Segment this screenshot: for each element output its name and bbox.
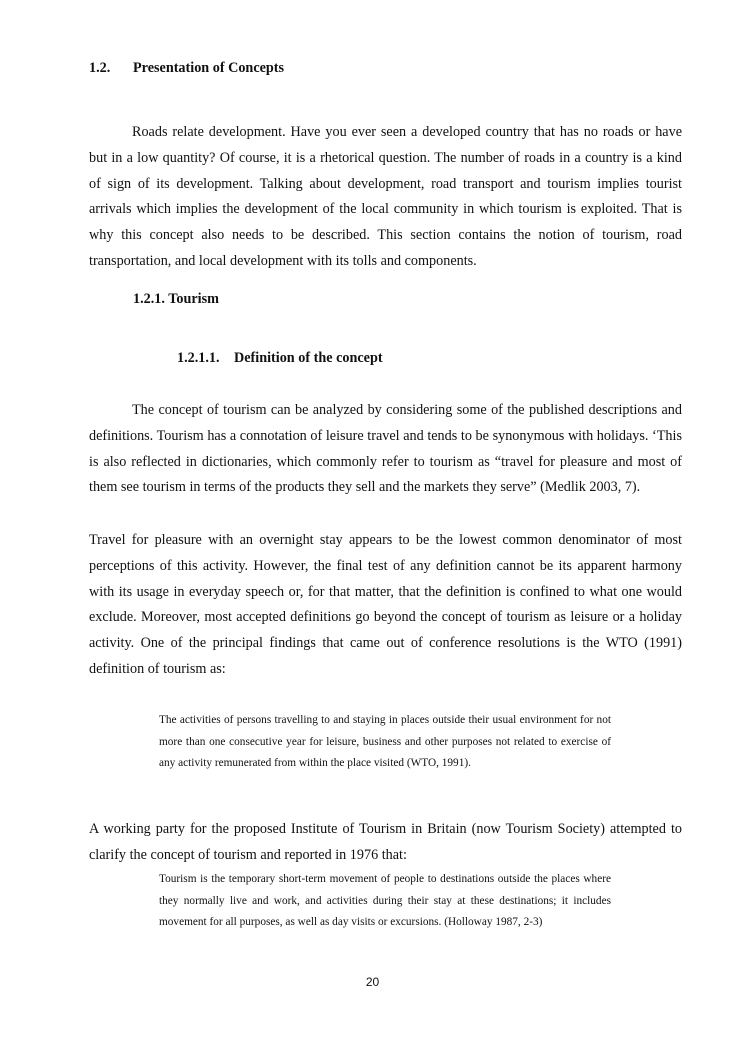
subsubsection-number: 1.2.1.1. [177, 350, 220, 366]
section-heading [89, 60, 284, 77]
section-title: Presentation of Concepts [133, 60, 285, 76]
page-number: 20 [365, 975, 380, 989]
travel-paragraph: Travel for pleasure with an overnight stay appears to be the lowest common denominator of most perceptions of this activity. However, the final test of any definition cannot be its apparent harmony with its usage in everyday speech or, for that matter, that the definition is confined to what one would exclude. Moreover, most accepted definitions go beyond the concept of tourism as leisure or a holiday activity. One of the principal findings that came out of conference resolutions is the WTO (1991) definition of tourism as: [89, 532, 682, 677]
working-party-paragraph: A working party for the proposed Institute of Tourism in Britain (now Tourism Society) attempted to clarify the concept of tourism and reported in 1976 that: [89, 821, 682, 863]
intro-paragraph: Roads relate development. Have you ever seen a developed country that has no roads or have but in a low quantity? Of course, it is a rhetorical question. The number of roads in a country is a kind of sign of its development. Talking about development, road transport and tourism implies tourist arrivals which implies the development of the local community in which tourism is exploited. That is why this concept also needs to be described. This section contains the notion of tourism, road transportation, and local development with its tolls and components. [89, 124, 682, 269]
section-number: 1.2. [89, 60, 111, 76]
wto-quote: The activities of persons travelling to and staying in places outside their usual environment for not more than one consecutive year for leisure, business and other purposes not related to exercise of any activity remunerated from within the place visited (WTO, 1991). [159, 714, 611, 769]
subsection-heading: 1.2.1. Tourism [133, 291, 219, 307]
holloway-quote: Tourism is the temporary short-term movement of people to destinations outside the places where they normally live and work, and activities during their stay at these destinations; it includes movement for all purposes, as well as day visits or excursions. (Holloway 1987, 2-3) [159, 873, 611, 928]
definitions-paragraph: The concept of tourism can be analyzed by considering some of the published descriptions and definitions. Tourism has a connotation of leisure travel and tends to be synonymous with holidays. ‘This is also reflected in dictionaries, which commonly refer to tourism as “travel for pleasure and most of them see tourism in terms of the products they sell and the markets they serve” (Medlik 2003, 7). [89, 402, 682, 496]
subsubsection-title: Definition of the concept [234, 350, 383, 366]
subsubsection-heading [177, 350, 383, 367]
